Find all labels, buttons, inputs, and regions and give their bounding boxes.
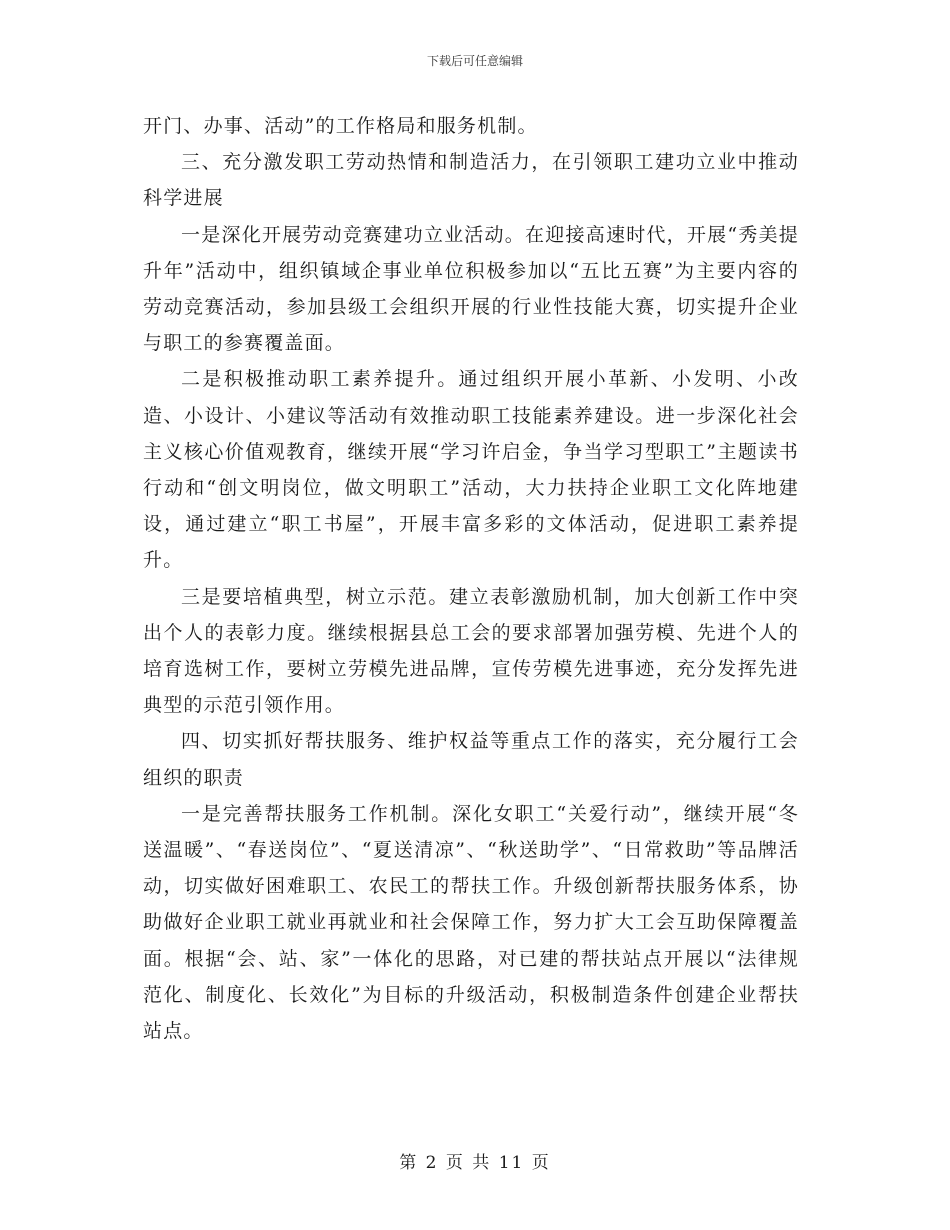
section-heading-3: 三、充分激发职工劳动热情和制造活力，在引领职工建功立业中推动科学进展 <box>143 151 799 210</box>
paragraph-continuation: 开门、办事、活动”的工作格局和服务机制。 <box>143 115 538 137</box>
section-heading-4: 四、切实抓好帮扶服务、维护权益等重点工作的落实，充分履行工会组织的职责 <box>143 730 799 789</box>
page-header: 下载后可任意编辑 <box>426 54 523 68</box>
paragraph-labor-competition: 一是深化开展劳动竞赛建功立业活动。在迎接高速时代，开展“秀美提升年”活动中，组织镇域企事业单位积极参加以“五比五赛”为主要内容的劳动竞赛活动，参加县级工会组织开展的行业性技能大赛，切实提升企业与职工的参赛覆盖面。 <box>143 223 799 355</box>
paragraph-assistance-mechanism: 一是完善帮扶服务工作机制。深化女职工“关爱行动”，继续开展“冬送温暖”、“春送岗位”、“夏送清凉”、“秋送助学”、“日常救助”等品牌活动，切实做好困难职工、农民工的帮扶工作。升级创新帮扶服务体系，协助做好企业职工就业再就业和社会保障工作，努力扩大工会互助保障覆盖面。根据“会、站、家”一体化的思路，对已建的帮扶站点开展以“法律规范化、制度化、长效化”为目标的升级活动，积极制造条件创建企业帮扶站点。 <box>143 802 799 1043</box>
paragraph-worker-quality: 二是积极推动职工素养提升。通过组织开展小革新、小发明、小改造、小设计、小建议等活动有效推动职工技能素养建设。进一步深化社会主义核心价值观教育，继续开展“学习许启金，争当学习型职工”主题读书行动和“创文明岗位，做文明职工”活动，大力扶持企业职工文化阵地建设，通过建立“职工书屋”，开展丰富多彩的文体活动，促进职工素养提升。 <box>143 368 799 572</box>
page-number: 第 2 页 共 11 页 <box>399 1153 551 1173</box>
paragraph-role-models: 三是要培植典型，树立示范。建立表彰激励机制，加大创新工作中突出个人的表彰力度。继续根据县总工会的要求部署加强劳模、先进个人的培育选树工作，要树立劳模先进品牌，宣传劳模先进事迹，充分发挥先进典型的示范引领作用。 <box>143 585 799 717</box>
document-body <box>143 108 799 1049</box>
